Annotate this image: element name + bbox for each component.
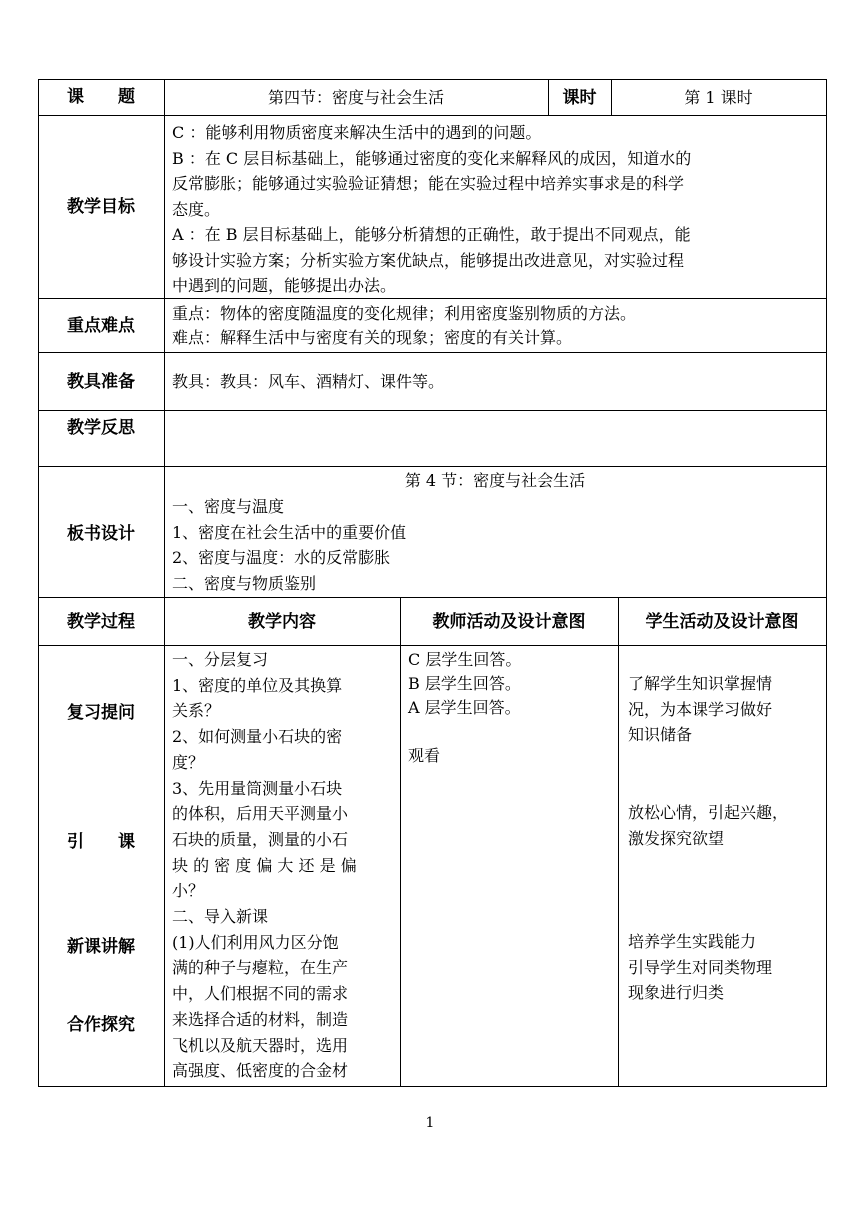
stage-cooperation: 合作探究: [67, 1015, 135, 1035]
key-points-text: [172, 302, 822, 350]
content-line: 度？: [172, 752, 205, 772]
teacher-line: 观看: [408, 746, 441, 765]
student-activity-2: [628, 800, 824, 851]
student-activity-1: [628, 671, 824, 748]
objectives-text: [172, 120, 822, 299]
period-value: 第 1 课时: [684, 88, 753, 107]
student-line: 培养学生实践能力: [628, 932, 757, 951]
objective-line: 态度。: [172, 199, 221, 219]
objective-line: A ：在 B 层目标基础上，能够分析猜想的正确性，敢于提出不同观点，能: [172, 225, 691, 244]
teacher-line: [408, 720, 614, 744]
content-line: 二、导入新课: [172, 907, 269, 927]
content-line: 中，人们根据不同的需求: [172, 984, 349, 1004]
content-line: 关系？: [172, 701, 221, 721]
key-point-line: 难点：解释生活中与密度有关的现象；密度的有关计算。: [172, 328, 573, 347]
row-divider: [38, 597, 827, 598]
row-divider: [38, 645, 827, 646]
objective-line: 够设计实验方案；分析实验方案优缺点，能够提出改进意见，对实验过程: [172, 250, 685, 270]
board-line: 1、密度在社会生活中的重要价值: [172, 522, 407, 542]
key-point-line: 重点：物体的密度随温度的变化规律；利用密度鉴别物质的方法。: [172, 304, 637, 323]
content-line: 来选择合适的材料，制造: [172, 1009, 349, 1029]
board-label: 板书设计: [67, 524, 135, 544]
objectives-label: 教学目标: [67, 197, 135, 217]
title-label: 课 题: [67, 87, 135, 107]
teacher-line: A 层学生回答。: [408, 698, 521, 717]
content-line: 的体积，后用天平测量小: [172, 804, 349, 824]
board-line: 二、密度与物质鉴别: [172, 573, 317, 593]
objective-line: B ：在 C 层目标基础上，能够通过密度的变化来解释风的成因，知道水的: [172, 148, 692, 168]
content-line: 高强度、低密度的合金材: [172, 1061, 349, 1081]
process-divider: [400, 597, 401, 1087]
student-line: 了解学生知识掌握情: [628, 674, 773, 693]
reflection-label: 教学反思: [67, 418, 135, 438]
teacher-line: C 层学生回答。: [408, 650, 522, 669]
stage-new-lesson: 新课讲解: [67, 937, 135, 957]
content-line: 满的种子与瘪粒，在生产: [172, 958, 349, 978]
board-lines: [172, 494, 822, 596]
board-line: 一、密度与温度: [172, 497, 285, 516]
process-col-teacher: 教师活动及设计意图: [432, 612, 586, 632]
process-col-content: 教学内容: [248, 612, 316, 632]
board-title: 第 4 节：密度与社会生活: [404, 471, 586, 490]
key-points-label: 重点难点: [67, 316, 135, 336]
row-divider: [38, 115, 827, 116]
student-line: 况，为本课学习做好: [628, 699, 773, 719]
process-col-stage: 教学过程: [67, 612, 135, 632]
student-line: 激发探究欲望: [628, 828, 725, 848]
content-line: 石块的质量，测量的小石: [172, 829, 349, 849]
table-border-top: [38, 79, 827, 80]
content-line: 一、分层复习: [172, 650, 269, 669]
content-line: 1、密度的单位及其换算: [172, 675, 343, 695]
period-label: 课时: [562, 88, 597, 108]
row-divider: [38, 466, 827, 467]
stage-intro: 引 课: [67, 832, 135, 852]
content-line: 飞机以及航天器时，选用: [172, 1035, 349, 1055]
page-number: 1: [425, 1115, 435, 1131]
board-line: 2、密度与温度：水的反常膨胀: [172, 548, 391, 567]
materials-label: 教具准备: [67, 372, 135, 392]
process-divider: [618, 597, 619, 1087]
teaching-content: [172, 647, 398, 1084]
content-line: 3、先用量筒测量小石块: [172, 778, 343, 798]
student-line: 引导学生对同类物理: [628, 957, 773, 977]
stage-review: 复习提问: [67, 703, 135, 723]
student-line: 现象进行归类: [628, 983, 725, 1002]
content-line: 块 的 密 度 偏 大 还 是 偏: [172, 855, 357, 875]
table-border-bottom: [38, 1086, 827, 1087]
process-col-student: 学生活动及设计意图: [645, 612, 799, 632]
table-border-right: [826, 79, 827, 1087]
teacher-activity: [408, 648, 614, 768]
row-divider: [38, 352, 827, 353]
teacher-line: B 层学生回答。: [408, 674, 521, 693]
content-line: (1)人们利用风力区分饱: [172, 932, 339, 952]
objective-line: 反常膨胀；能够通过实验验证猜想；能在实验过程中培养实事求是的科学: [172, 174, 685, 193]
content-line: 2、如何测量小石块的密: [172, 727, 343, 747]
lesson-title: 第四节：密度与社会生活: [267, 88, 444, 107]
objective-line: C ：能够利用物质密度来解决生活中的遇到的问题。: [172, 123, 542, 142]
student-activity-3: [628, 929, 824, 1006]
materials-text: 教具：教具：风车、酒精灯、课件等。: [172, 372, 445, 391]
objective-line: 中遇到的问题，能够提出办法。: [172, 276, 397, 295]
content-line: 小？: [172, 881, 205, 901]
row-divider: [38, 410, 827, 411]
student-line: 知识储备: [628, 725, 693, 744]
label-column-divider: [164, 79, 165, 1087]
student-line: 放松心情，引起兴趣，: [628, 803, 789, 822]
